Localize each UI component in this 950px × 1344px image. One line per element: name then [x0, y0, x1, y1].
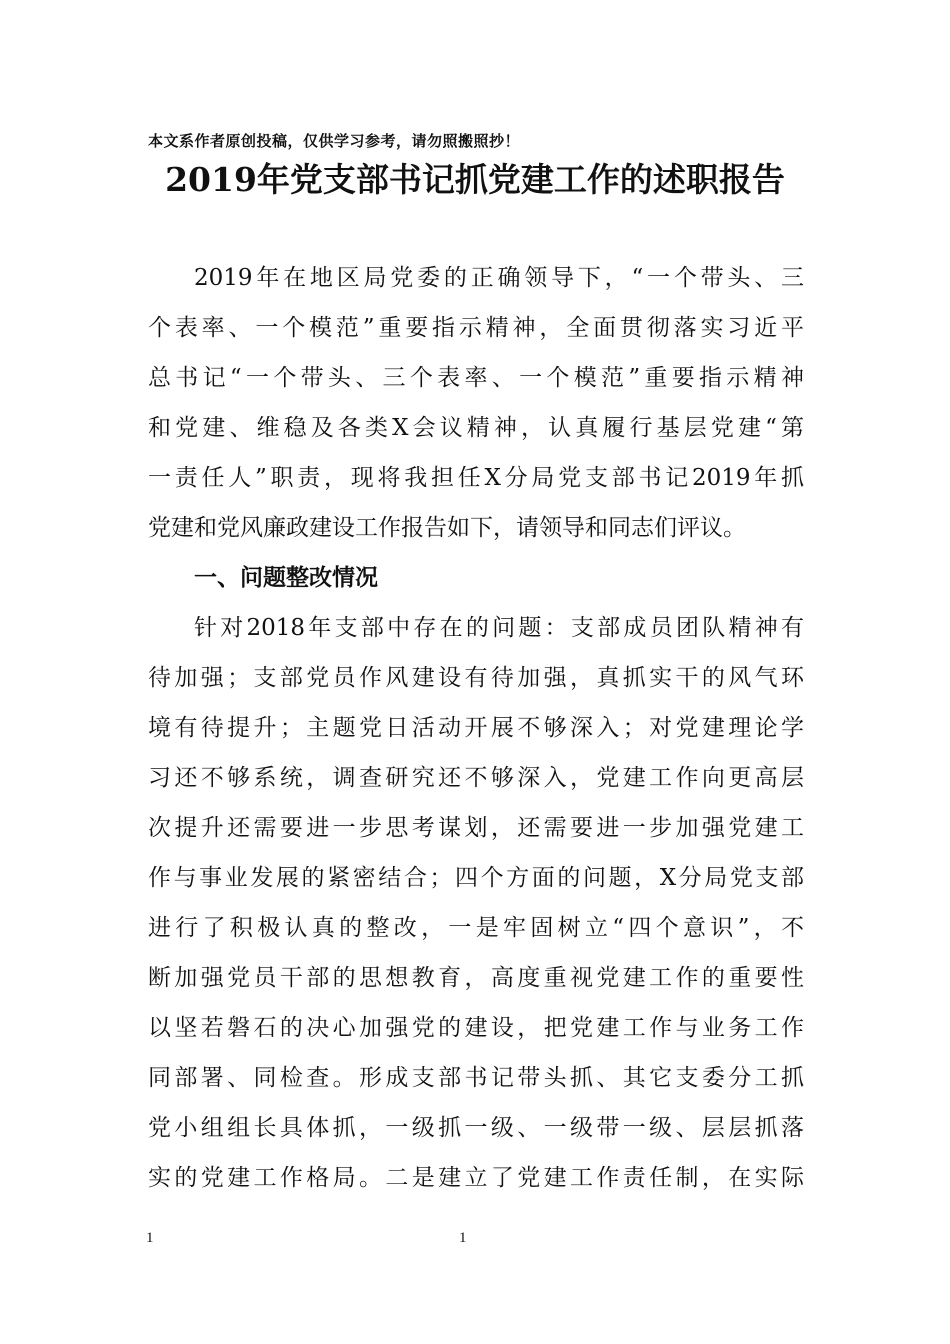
paragraph-line: 以坚若磐石的决心加强党的建设，把党建工作与业务工作: [148, 1015, 804, 1041]
paragraph-line: 实的党建工作格局。二是建立了党建工作责任制，在实际: [148, 1165, 804, 1191]
paragraph-line: 2019年在地区局党委的正确领导下，“一个带头、三: [194, 265, 804, 291]
paragraph-line: 进行了积极认真的整改，一是牢固树立“四个意识”，不: [148, 915, 804, 941]
paragraph-line: 待加强；支部党员作风建设有待加强，真抓实干的风气环: [148, 665, 804, 691]
paragraph-line: 个表率、一个模范”重要指示精神，全面贯彻落实习近平: [148, 315, 804, 341]
copyright-notice: 本文系作者原创投稿，仅供学习参考，请勿照搬照抄！: [148, 132, 521, 150]
paragraph-line: 党建和党风廉政建设工作报告如下，请领导和同志们评议。: [148, 515, 746, 541]
paragraph-line: 同部署、同检查。形成支部书记带头抓、其它支委分工抓: [148, 1065, 804, 1091]
paragraph-line: 针对2018年支部中存在的问题：支部成员团队精神有: [194, 615, 804, 641]
paragraph-line: 一责任人”职责，现将我担任X分局党支部书记2019年抓: [148, 465, 804, 491]
paragraph-line: 断加强党员干部的思想教育，高度重视党建工作的重要性: [148, 965, 804, 991]
section-heading: 一、问题整改情况: [194, 565, 378, 591]
page-number-center: 1: [459, 1230, 467, 1246]
paragraph-line: 和党建、维稳及各类X会议精神，认真履行基层党建“第: [148, 415, 804, 441]
paragraph-line: 习还不够系统，调查研究还不够深入，党建工作向更高层: [148, 765, 804, 791]
paragraph-line: 总书记“一个带头、三个表率、一个模范”重要指示精神: [148, 365, 804, 391]
page-number-left: 1: [146, 1230, 154, 1246]
document-title: 2019年党支部书记抓党建工作的述职报告: [165, 160, 785, 199]
paragraph-line: 作与事业发展的紧密结合；四个方面的问题，X分局党支部: [148, 865, 804, 891]
paragraph-line: 党小组组长具体抓，一级抓一级、一级带一级、层层抓落: [148, 1115, 804, 1141]
paragraph-line: 次提升还需要进一步思考谋划，还需要进一步加强党建工: [148, 815, 804, 841]
paragraph-line: 境有待提升；主题党日活动开展不够深入；对党建理论学: [148, 715, 804, 741]
